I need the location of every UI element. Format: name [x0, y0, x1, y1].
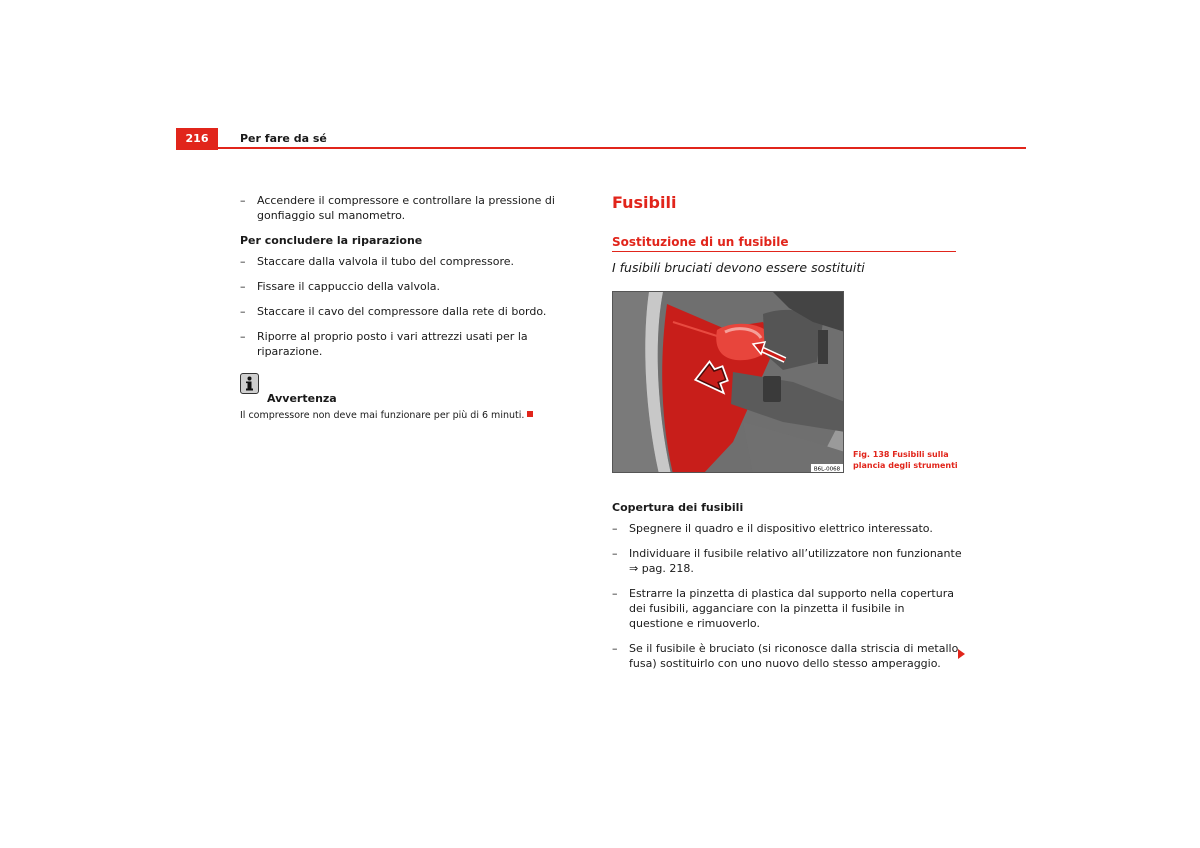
dash-marker: – [240, 305, 246, 318]
list-item-text: Accendere il compressore e controllare la pressione di gonfiaggio sul manometro. [257, 194, 555, 222]
intro-text: I fusibili bruciati devono essere sostituiti [612, 260, 865, 275]
figure-code: B6L-0068 [813, 466, 841, 473]
dash-marker: – [240, 330, 246, 343]
dash-marker: – [240, 255, 246, 268]
figure-block [612, 291, 962, 473]
list-item [240, 193, 575, 223]
list-item-text: Se il fusibile è bruciato (si riconosce dalla striscia di metallo fusa) sostituirlo con uno nuovo dello stesso amperaggio. [629, 642, 959, 670]
figure-caption-line2: plancia degli strumenti [853, 461, 958, 470]
warning-title: Avvertenza [267, 392, 337, 405]
running-header-title: Per fare da sé [240, 132, 327, 145]
subsection-rule [612, 251, 956, 252]
subheading-repair-end: Per concludere la riparazione [240, 234, 423, 247]
list-item-text: Individuare il fusibile relativo all’utilizzatore non funzionante ⇒ pag. 218. [629, 547, 962, 575]
list-item [240, 304, 575, 319]
list-item [612, 521, 962, 536]
dash-marker: – [612, 642, 618, 655]
list-item-text: Riporre al proprio posto i vari attrezzi usati per la riparazione. [257, 330, 528, 358]
figure-caption [853, 449, 958, 471]
list-item [240, 279, 575, 294]
left-column [240, 193, 575, 423]
list-item-text: Staccare dalla valvola il tubo del compressore. [257, 255, 514, 268]
list-item [240, 329, 575, 359]
end-marker [527, 411, 533, 417]
list-item-text: Spegnere il quadro e il dispositivo elettrico interessato. [629, 522, 933, 535]
warning-text-block [240, 408, 575, 423]
dash-marker: – [612, 547, 618, 560]
list-item [612, 641, 962, 671]
right-column [612, 193, 962, 681]
figure-caption-line1: Fig. 138 Fusibili sulla [853, 450, 949, 459]
fuse-panel-figure [612, 291, 844, 473]
list-item-text: Estrarre la pinzetta di plastica dal supporto nella copertura dei fusibili, agganciare con la pinzetta il fusibile in questione e rimuoverlo. [629, 587, 954, 630]
warning-text: Il compressore non deve mai funzionare per più di 6 minuti. [240, 410, 525, 421]
list-item [240, 254, 575, 269]
subheading-fuse-cover: Copertura dei fusibili [612, 501, 744, 514]
list-item [612, 586, 962, 631]
dash-marker: – [240, 194, 246, 207]
dash-marker: – [612, 522, 618, 535]
subsection-title: Sostituzione di un fusibile [612, 235, 789, 249]
continue-arrow-icon [958, 649, 965, 659]
dash-marker: – [240, 280, 246, 293]
list-item-text: Staccare il cavo del compressore dalla rete di bordo. [257, 305, 547, 318]
header-rule [176, 147, 1026, 149]
dash-marker: – [612, 587, 618, 600]
page-number: 216 [176, 128, 218, 150]
list-item [612, 546, 962, 576]
list-item-text: Fissare il cappuccio della valvola. [257, 280, 440, 293]
section-title: Fusibili [612, 193, 677, 212]
